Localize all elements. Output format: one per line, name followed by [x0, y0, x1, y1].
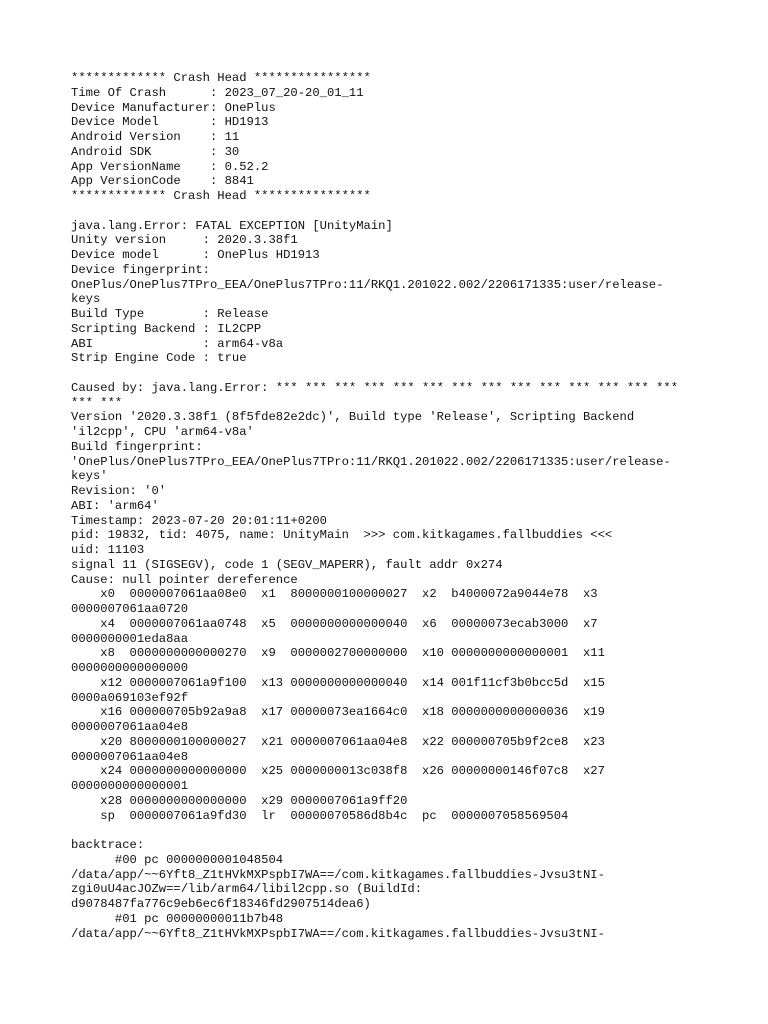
log-line: Scripting Backend : IL2CPP [71, 321, 262, 336]
log-line: Strip Engine Code : true [71, 351, 247, 366]
log-line: Revision: '0' [71, 484, 167, 498]
log-line: Version '2020.3.38f1 (8f5fde82e2dc)', Build type 'Release', Scripting Backend [71, 410, 635, 425]
log-line: Caused by: java.lang.Error: *** *** *** *** *** *** *** *** *** *** *** *** *** *** [71, 380, 679, 395]
log-line: zgi0uU4acJOZw==/lib/arm64/libil2cpp.so (BuildId: [71, 882, 423, 897]
log-line: Unity version : 2020.3.38f1 [71, 233, 298, 248]
log-line: 0000a069103ef92f [71, 690, 189, 705]
log-line: d9078487fa776c9eb6ec6f18346fd2907514dea6) [71, 897, 371, 911]
log-line: 0000007061aa0720 [71, 602, 189, 616]
log-line: x12 0000007061a9f100 x13 0000000000000040 x14 001f11cf3b0bcc5d x15 [71, 675, 605, 690]
log-line: 0000007061aa04e8 [71, 720, 189, 734]
log-line [71, 204, 731, 219]
log-line: Android SDK : 30 [71, 144, 240, 159]
log-line: keys' [71, 469, 108, 484]
log-line: #00 pc 0000000001048504 [71, 852, 284, 867]
log-line: ************* Crash Head **************** [71, 71, 371, 85]
log-line: signal 11 (SIGSEGV), code 1 (SEGV_MAPERR), fault addr 0x274 [71, 557, 503, 572]
log-line: ABI: 'arm64' [71, 498, 159, 513]
log-line: java.lang.Error: FATAL EXCEPTION [UnityMain] [71, 218, 393, 233]
log-line: Device Manufacturer: OnePlus [71, 100, 276, 115]
log-line: #01 pc 00000000011b7b48 [71, 911, 284, 926]
log-line: ABI : arm64-v8a [71, 336, 284, 351]
log-line: Device model : OnePlus HD1913 [71, 248, 320, 262]
log-line: pid: 19832, tid: 4075, name: UnityMain >>> com.kitkagames.fallbuddies <<< [71, 528, 613, 543]
log-line: OnePlus/OnePlus7TPro_EEA/OnePlus7TPro:11/RKQ1.201022.002/2206171335:user/release- [71, 277, 664, 292]
crash-log-document [71, 71, 731, 941]
log-line: x24 0000000000000000 x25 0000000013c038f8 x26 00000000146f07c8 x27 [71, 764, 605, 779]
log-line: /data/app/~~6Yft8_Z1tHVkMXPspbI7WA==/com.kitkagames.fallbuddies-Jvsu3tNI- [71, 867, 605, 882]
log-line: ************* Crash Head **************** [71, 189, 371, 203]
log-line: Cause: null pointer dereference [71, 572, 298, 587]
log-line: x8 0000000000000270 x9 0000002700000000 x10 0000000000000001 x11 [71, 646, 605, 661]
log-line: App VersionName : 0.52.2 [71, 159, 269, 174]
log-line: 'OnePlus/OnePlus7TPro_EEA/OnePlus7TPro:11/RKQ1.201022.002/2206171335:user/release- [71, 454, 671, 469]
log-line: 0000000000000000 [71, 661, 189, 675]
log-line: x4 0000007061aa0748 x5 0000000000000040 x6 00000073ecab3000 x7 [71, 616, 598, 631]
log-line: Android Version : 11 [71, 130, 240, 144]
log-line: x16 000000705b92a9a8 x17 00000073ea1664c0 x18 0000000000000036 x19 [71, 705, 605, 720]
log-line: Timestamp: 2023-07-20 20:01:11+0200 [71, 513, 327, 528]
log-line: Time Of Crash : 2023_07_20-20_01_11 [71, 85, 364, 100]
log-line: 0000000000000001 [71, 779, 189, 793]
log-line: 0000007061aa04e8 [71, 749, 189, 764]
log-line: Device Model : HD1913 [71, 115, 269, 130]
log-line: x20 8000000100000027 x21 0000007061aa04e8 x22 000000705b9f2ce8 x23 [71, 734, 605, 749]
log-line: App VersionCode : 8841 [71, 174, 254, 189]
log-line: Device fingerprint: [71, 262, 210, 277]
log-line: backtrace: [71, 838, 145, 852]
log-line: 0000000001eda8aa [71, 631, 189, 646]
log-line: x0 0000007061aa08e0 x1 8000000100000027 x2 b4000072a9044e78 x3 [71, 587, 598, 602]
log-line: Build fingerprint: [71, 439, 203, 454]
log-line [71, 823, 731, 838]
log-line: uid: 11103 [71, 543, 145, 557]
log-line: Build Type : Release [71, 307, 269, 321]
log-line: keys [71, 292, 101, 307]
log-line: *** *** [71, 395, 123, 410]
log-line: /data/app/~~6Yft8_Z1tHVkMXPspbI7WA==/com.kitkagames.fallbuddies-Jvsu3tNI- [71, 926, 605, 941]
log-line: sp 0000007061a9fd30 lr 00000070586d8b4c pc 0000007058569504 [71, 808, 569, 823]
log-line: 'il2cpp', CPU 'arm64-v8a' [71, 425, 254, 439]
log-line [71, 366, 731, 381]
log-line: x28 0000000000000000 x29 0000007061a9ff20 [71, 793, 408, 808]
